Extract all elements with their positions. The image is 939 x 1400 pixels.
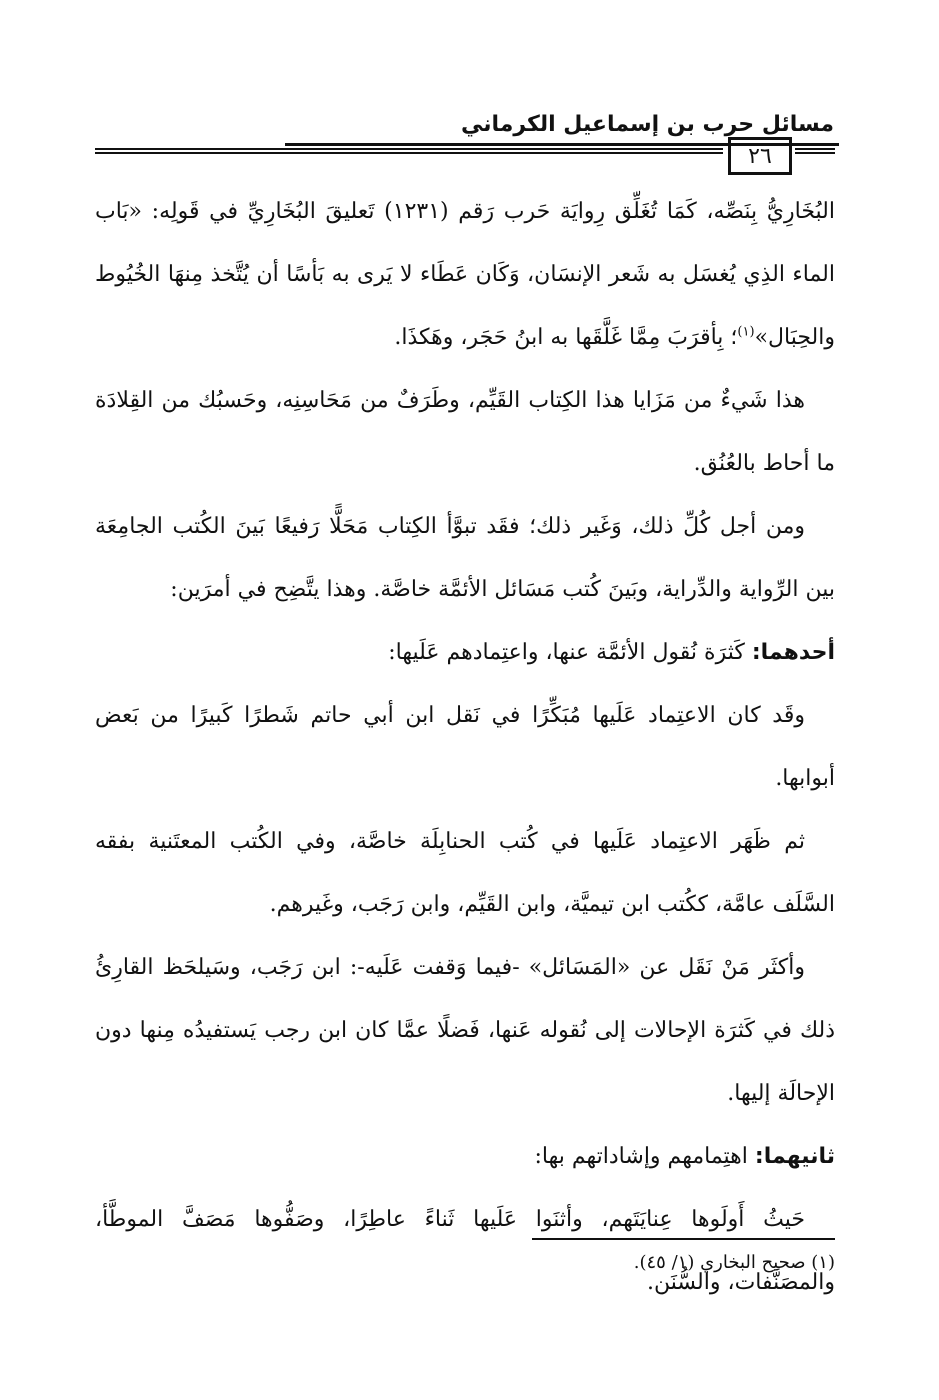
second-point-label: ثانيهما: — [754, 1144, 835, 1169]
paragraph-6: ثم ظَهَر الاعتِماد عَلَيها في كُتب الحنابِلَة خاصَّة، وفي الكُتب المعتَنية بفقه السَّلَف عامَّة، ككُتب ابن تيميَّة، وابن القَيِّم، وابن رَجَب، وغَيرهم. — [95, 829, 835, 917]
first-point-label: أحدهما: — [751, 640, 835, 665]
paragraph-5: وقَد كان الاعتِماد عَلَيها مُبَكِّرًا في نَقل ابن أبي حاتم شَطرًا كَبيرًا من بَعض أبوابها. — [95, 703, 835, 791]
footnote: (١) صحيح البخاري (١/ ٤٥). — [633, 1252, 835, 1273]
page-number: ٢٦ — [748, 143, 772, 169]
paragraph-1 — [95, 180, 835, 369]
paragraph-7: وأكثَر مَنْ نَقَل عن «المَسَائل» -فيما وَقفت عَلَيه-: ابن رَجَب، وسَيلحَظ القارِئُ ذلك في كَثرَة الإحالات إلى نُقوله عَنها، فَضلًا عمَّا كان ابن رجب يَستفيدُه مِنها دون الإحالَة إليها. — [95, 955, 835, 1106]
paragraph-1-text: البُخَارِيُّ بِنَصِّه، كَمَا تُغَلِّق رِوايَة حَرب رَقم (١٢٣١) تَعليقَ البُخَارِيِّ في قَولِه: «بَاب الماء الذِي يُغسَل به شَعر الإنسَان، وَكَان عَطَاء لا يَرى به بَأسًا أن يُتَّخذ مِنهَا الخُيُوط والحِبَال» — [95, 199, 835, 350]
paragraph-3: ومن أجل كُلِّ ذلك، وَغَير ذلك؛ فقَد تبوَّأ الكِتاب مَحَلًّا رَفيعًا بَينَ الكُتب الجامِعَة بين الرِّواية والدِّراية، وبَينَ كُتب مَسَائل الأئمَّة خاصَّة. وهذا يتَّضِح في أمرَين: — [95, 514, 835, 602]
second-point-text: اهتِمامهم وإشاداتهم بها: — [534, 1144, 748, 1169]
running-title: مسائل حرب بن إسماعيل الكرماني — [460, 112, 834, 137]
footnote-separator — [532, 1238, 835, 1240]
footnote-reference[interactable]: (١) — [737, 324, 755, 340]
paragraph-2: هذا شَيءٌ من مَزَايا هذا الكِتاب القَيِّم، وطَرَفٌ من مَحَاسِنِه، وحَسبُك من القِلادَة ما أحاط بالعُنُق. — [95, 388, 835, 476]
paragraph-8 — [95, 1125, 835, 1188]
body-text — [95, 180, 835, 1314]
paragraph-4 — [95, 621, 835, 684]
header-rule-left — [95, 148, 723, 154]
paragraph-9: حَيثُ أَولَوها عِنايَتَهم، وأثنَوا عَلَيها ثَناءً عاطِرًا، وصَفُّوها مَصَفَّ الموطَّأ، والمصَنَّفات، والسُّنَن. — [95, 1207, 835, 1295]
page-number-box — [728, 137, 792, 175]
header-rule-right — [795, 148, 835, 154]
first-point-text: كَثرَة نُقول الأئمَّة عنها، واعتِمادهم عَلَيها: — [388, 640, 745, 665]
paragraph-1-tail: ؛ بِأقرَبَ مِمَّا غَلَّقَها به ابنُ حَجَر، وهَكذَا. — [394, 325, 738, 350]
